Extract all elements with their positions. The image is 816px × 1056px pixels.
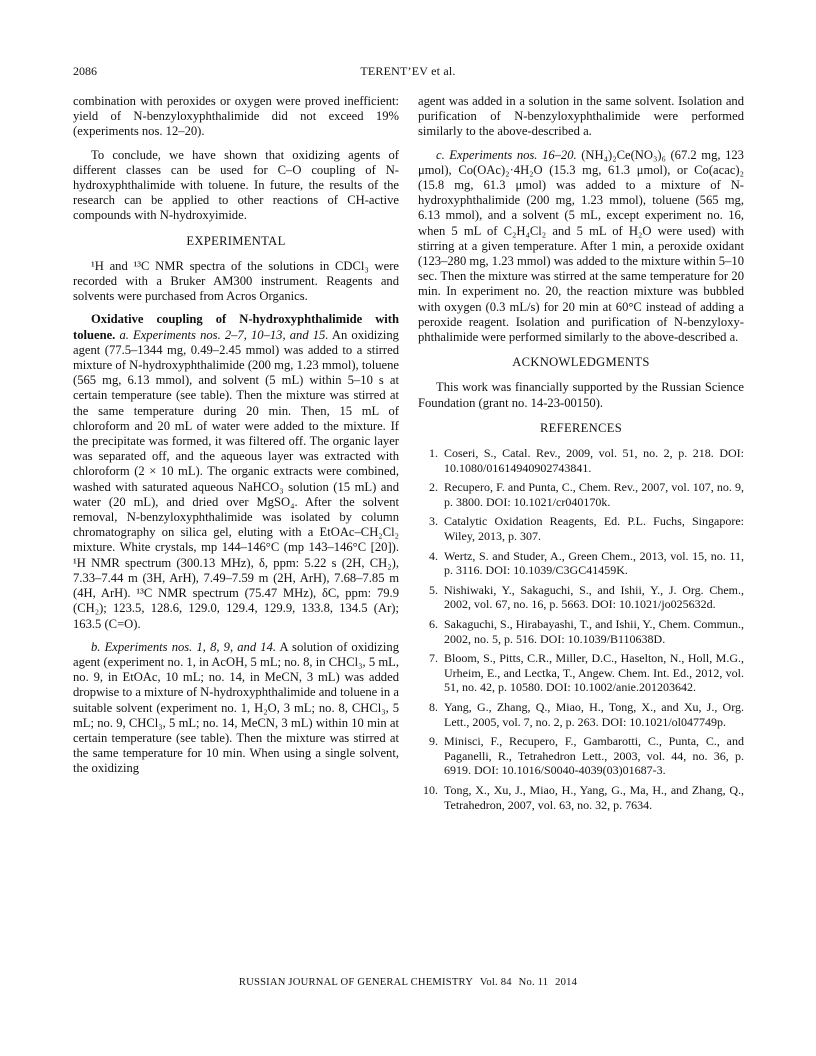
reference-number: 3. <box>429 514 438 529</box>
paragraph-procedure-b-tail: agent was added in a solution in the same solvent. Isolation and purification of N-benzyloxyphthalimide were performed similarly to the above-described a. <box>418 94 744 139</box>
reference-text: Bloom, S., Pitts, C.R., Miller, D.C., Haselton, N., Holl, M.G., Urheim, E., and Lectka, T., Angew. Chem. Int. Ed., 2012, vol. 51, no. 42, p. 10580. DOI: 10.1002/anie.201203642. <box>444 651 744 695</box>
reference-text: Coseri, S., Catal. Rev., 2009, vol. 51, no. 2, p. 218. DOI: 10.1080/01614940902743841. <box>444 446 744 475</box>
acknowledgments-text: This work was financially supported by the Russian Science Foundation (grant no. 14-23-00150). <box>418 380 744 410</box>
reference-number: 9. <box>429 734 438 749</box>
reference-number: 5. <box>429 582 438 597</box>
paragraph-procedure-b <box>73 640 399 777</box>
paragraph-conclusion-tail: combination with peroxides or oxygen were proved inefficient: yield of N-benzyloxyphthalimide did not exceed 19% (experiments nos. 12–20). <box>73 94 399 139</box>
procedure-a-text: An oxidizing agent (77.5–1344 mg, 0.49–2.45 mmol) was added to a stirred mixture of N-hydroxyphthalimide (200 mg, 1.23 mmol), toluene (565 mg, 6.13 mmol), and solvent (5 mL) within 5–10 s at certain temperature (see table). Then the mixture was stirred at the same temperature during 20 min. Then, 15 mL of chloroform and 20 mL of water were added to the mixture. If the precipitate was formed, it was filtered off. The organic layer was separated off, and the aqueous layer was extracted with chloroform (2 × 10 mL). The organic extracts were combined, washed with saturated aqueous NaHCO₃ solution (15 mL) and water (20 mL), and dried over MgSO₄. After the solvent removal, N-benzyloxyphthalimide was isolated by column chromatography on silica gel, eluting with a EtOAc–CH₂Cl₂ mixture. White crystals, mp 144–146°C (mp 143–146°C [20]). ¹H NMR spectrum (300.13 MHz), δ, ppm: 5.22 s (2H, CH₂), 7.33–7.44 m (3H, ArH), 7.49–7.59 m (2H, ArH), 7.68–7.85 m (4H, ArH). ¹³C NMR spectrum (75.47 MHz), δC, ppm: 79.9 (CH₂); 123.5, 128.6, 129.0, 129.4, 129.9, 133.8, 134.5 (Ar); 163.5 (C=O). <box>73 327 399 631</box>
reference-text: Minisci, F., Recupero, F., Gambarotti, C., Punta, C., and Paganelli, R., Tetrahedron Lett., 2003, vol. 44, no. 36, p. 6919. DOI: 10.1016/S0040-4039(03)01687-3. <box>444 734 744 778</box>
running-title: TERENT’EV et al. <box>360 64 456 78</box>
journal-year: 2014 <box>555 977 578 988</box>
reference-text: Catalytic Oxidation Reagents, Ed. P.L. Fuchs, Singapore: Wiley, 2013, p. 307. <box>444 514 744 544</box>
reference-item <box>418 583 744 612</box>
journal-volume: Vol. 84 <box>479 977 512 988</box>
reference-number: 7. <box>429 651 438 666</box>
reference-item <box>418 617 744 646</box>
paragraph-conclusion: To conclude, we have shown that oxidizing agents of different classes can be used for C–O coupling of N-hydroxyphthalimide with toluene. In future, the results of the research can be applied to other reactions of CH-active compounds with N-hydroxyimide. <box>73 147 399 223</box>
reference-text: Recupero, F. and Punta, C., Chem. Rev., 2007, vol. 107, no. 9, p. 3800. DOI: 10.1021/cr040170k. <box>444 480 744 509</box>
references-heading: REFERENCES <box>539 420 623 435</box>
procedure-b-text: A solution of oxidizing agent (experiment no. 1, in AcOH, 5 mL; no. 8, in CHCl₃, 5 mL, no. 9, in EtOAc, 10 mL; no. 14, in MeCN, 3 mL) was added dropwise to a mixture of N-hydroxyphthalimide and toluene in a suitable solvent (experiment no. 1, H₂O, 3 mL; no. 8, CHCl₃, 5 mL; no. 9, CHCl₃, 5 mL; no. 14, MeCN, 3 mL) within 10 min at certain temperature (see table). Then the mixture was stirred at the same temperature for 10 min. When using a single solvent, the oxidizing <box>73 639 399 776</box>
reference-text: Tong, X., Xu, J., Miao, H., Yang, G., Ma, H., and Zhang, Q., Tetrahedron, 2007, vol. 63, no. 32, p. 7634. <box>444 782 744 812</box>
journal-issue: No. 11 <box>518 977 549 988</box>
journal-name: RUSSIAN JOURNAL OF GENERAL CHEMISTRY <box>238 977 474 988</box>
reference-number: 8. <box>429 699 438 714</box>
procedure-b-label: b. Experiments nos. 1, 8, 9, and 14. <box>91 639 277 654</box>
procedure-c-label: c. Experiments nos. 16–20. <box>436 147 577 162</box>
acknowledgments-heading: ACKNOWLEDGMENTS <box>512 355 650 370</box>
reference-number: 2. <box>429 480 438 495</box>
paragraph-procedure-c <box>418 148 744 346</box>
reference-text: Sakaguchi, S., Hirabayashi, T., and Ishii, Y., Chem. Commun., 2002, no. 5, p. 516. DOI: 10.1039/B110638D. <box>444 617 744 646</box>
reference-item <box>418 651 744 695</box>
procedure-a-label: a. Experiments nos. 2–7, 10–13, and 15. <box>115 327 329 342</box>
page-number: 2086 <box>73 64 97 78</box>
right-column <box>418 94 744 817</box>
reference-number: 6. <box>429 617 438 631</box>
paragraph-nmr: ¹H and ¹³C NMR spectra of the solutions in CDCl₃ were recorded with a Bruker AM300 instrument. Reagents and solvents were purchased from Acros Organics. <box>73 258 399 304</box>
paragraph-procedure-a <box>73 312 399 631</box>
reference-list <box>418 446 744 812</box>
reference-item <box>418 700 744 729</box>
experimental-heading: EXPERIMENTAL <box>186 233 286 248</box>
reference-number: 4. <box>429 548 438 563</box>
reference-item <box>418 549 744 578</box>
reference-item <box>418 480 744 509</box>
reference-number: 1. <box>429 446 438 461</box>
reference-item <box>418 514 744 543</box>
reference-text: Yang, G., Zhang, Q., Miao, H., Tong, X., and Xu, J., Org. Lett., 2005, vol. 7, no. 2, p. 263. DOI: 10.1021/ol047749p. <box>444 699 744 729</box>
reference-text: Wertz, S. and Studer, A., Green Chem., 2013, vol. 15, no. 11, p. 3116. DOI: 10.1039/C3GC41459K. <box>444 548 744 578</box>
reference-item <box>418 446 744 475</box>
page-footer <box>0 977 816 988</box>
procedure-c-text: (NH₄)₂Ce(NO₃)₆ (67.2 mg, 123 μmol), Co(OAc)₂·4H₂O (15.3 mg, 61.3 μmol), or Co(acac)₂ (15.8 mg, 61.3 μmol) was added to a mixture of N-hydroxyphthalimide (200 mg, 1.23 mmol), toluene (565 mg, 6.13 mmol), and a solvent (5 mL, except experiment no. 16, when 5 mL of C₂H₄Cl₂ and 5 mL of H₂O were used) with stirring at a given temperature. After 1 min, a peroxide oxidant (123–280 mg, 1.23 mmol) was added to the mixture within 5–10 sec. Then the mixture was stirred at the same temperature for 20 min. In experiment no. 20, the reaction mixture was bubbled with oxygen (0.3 mL/s) for 20 min at 60°C instead of adding a peroxide reagent. Isolation and purification of N-benzyloxy-phthalimide were performed similarly to the above-described a. <box>418 147 744 345</box>
reference-number: 10. <box>423 782 438 797</box>
reference-item <box>418 783 744 812</box>
page-header <box>73 64 743 80</box>
left-column <box>73 94 399 777</box>
procedure-title: Oxidative coupling of N-hydroxyphthalimide with toluene. <box>73 312 399 342</box>
reference-text: Nishiwaki, Y., Sakaguchi, S., and Ishii, Y., J. Org. Chem., 2002, vol. 67, no. 16, p. 5663. DOI: 10.1021/jo025632d. <box>444 582 744 612</box>
reference-item <box>418 734 744 778</box>
